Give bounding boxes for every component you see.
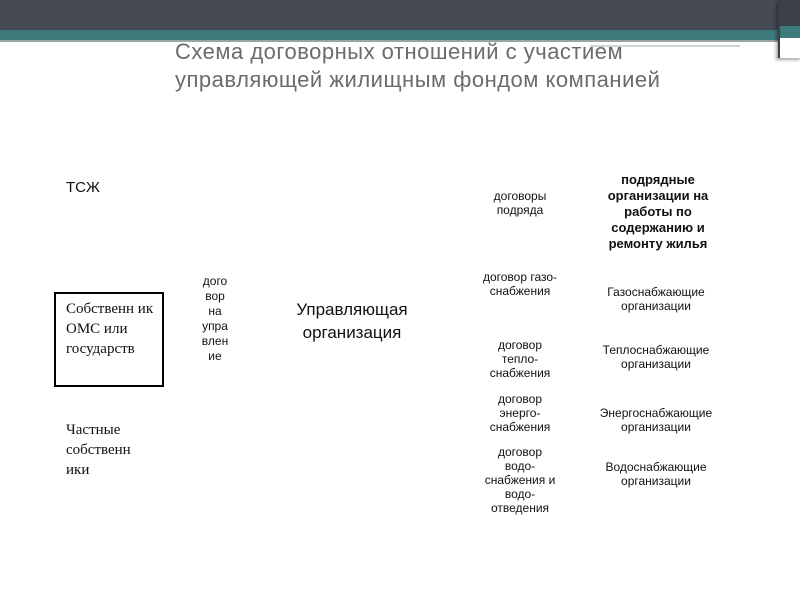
org-label: Газоснабжающие организации bbox=[607, 285, 705, 313]
contract-label: договор водо- снабжения и водо- отведения bbox=[484, 445, 556, 515]
contract-label: договор тепло- снабжения bbox=[489, 338, 551, 380]
corner-decoration-teal bbox=[780, 26, 800, 38]
owners-oms-label: Собственн ик ОМС или государств bbox=[66, 301, 154, 357]
contract-label: договор газо- снабжения bbox=[482, 270, 558, 298]
corner-decoration-dark bbox=[780, 0, 800, 26]
contract-label: договоры подряда bbox=[493, 189, 547, 217]
org-label: Энергоснабжающие организации bbox=[599, 406, 713, 434]
management-contract-label: дого вор на упра влен ие bbox=[201, 274, 229, 363]
slide-title: Схема договорных отношений с участием управляющей жилищным фондом компанией bbox=[175, 39, 661, 92]
org-label: Теплоснабжающие организации bbox=[602, 343, 710, 371]
tszh-label: ТСЖ bbox=[66, 179, 100, 196]
management-org-label: Управляющая организация bbox=[296, 300, 408, 342]
contract-label: договор энерго- снабжения bbox=[489, 392, 551, 434]
org-label: подрядные организации на работы по содержанию и ремонту жилья bbox=[607, 172, 709, 251]
private-owners-label: Частные собственн ики bbox=[66, 422, 131, 478]
owners-box bbox=[54, 292, 164, 387]
top-banner bbox=[0, 0, 800, 30]
org-label: Водоснабжающие организации bbox=[605, 460, 707, 488]
